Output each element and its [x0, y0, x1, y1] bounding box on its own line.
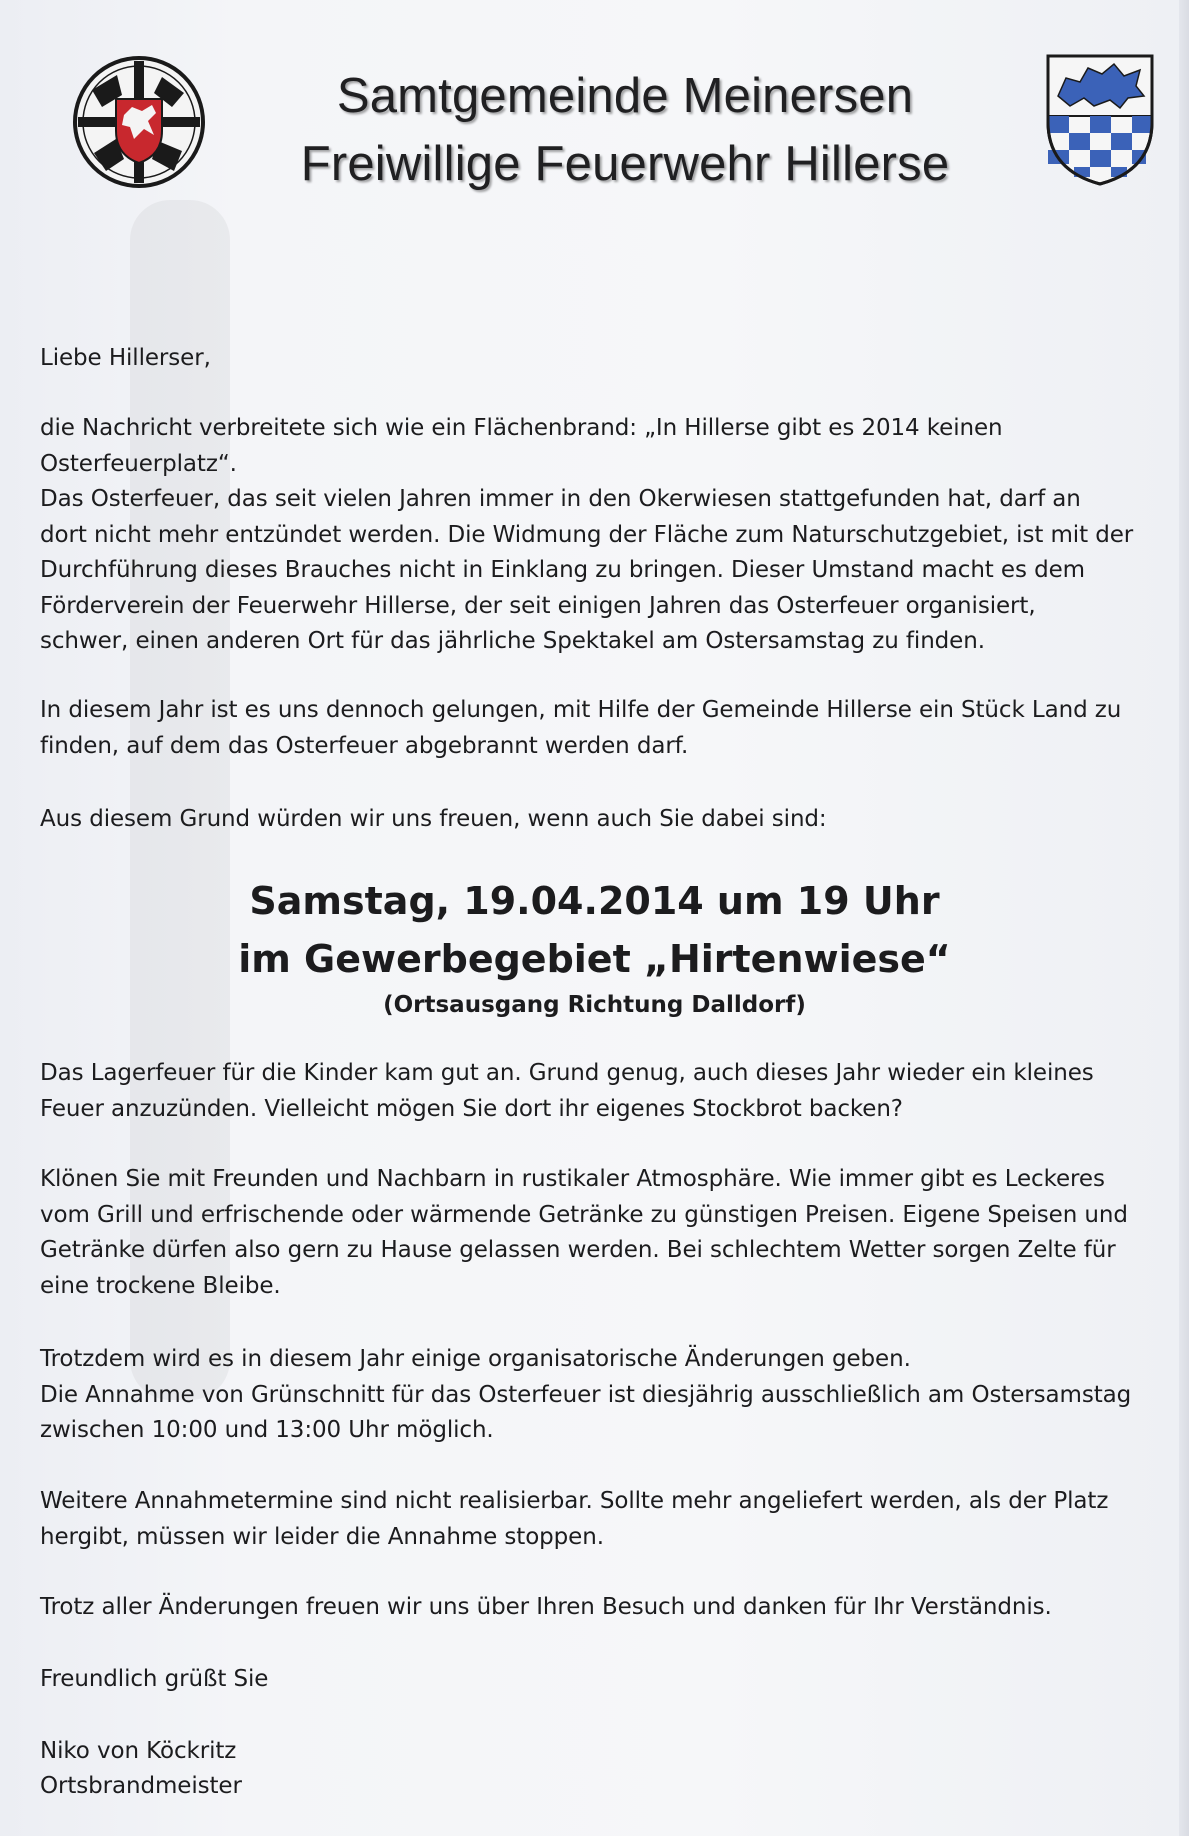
- paragraph-6: Trotzdem wird es in diesem Jahr einige organisatorische Änderungen geben. Die Annahme von Grünschnitt für das Osterfeuer ist diesjährig ausschließlich am Ostersamstag zwischen 10:00 und 13:00 Uhr möglich.: [40, 1346, 1132, 1443]
- paragraph-5: Klönen Sie mit Freunden und Nachbarn in rustikaler Atmosphäre. Wie immer gibt es Leckeres vom Grill und erfrischende oder wärmende Getränke zu günstigen Preisen. Eigene Speisen und Getränke dürfen also gern zu Hause gelassen werden. Bei schlechtem Wetter sorgen Zelte für eine trockene Bleibe.: [40, 1166, 1128, 1299]
- letterhead-line-2: Freiwillige Feuerwehr Hillerse: [300, 137, 950, 191]
- event-location: im Gewerbegebiet „Hirtenwiese“: [238, 937, 951, 981]
- paragraph-4: Das Lagerfeuer für die Kinder kam gut an. Grund genug, auch dieses Jahr wieder ein kleines Feuer anzuzünden. Vielleicht mögen Sie dort ihr eigenes Stockbrot backen?: [40, 1060, 1094, 1122]
- page-edge: [1179, 0, 1189, 1836]
- coat-of-arms-icon: [1044, 52, 1156, 188]
- fire-brigade-emblem-icon: [72, 55, 206, 189]
- paragraph-2: In diesem Jahr ist es uns dennoch gelungen, mit Hilfe der Gemeinde Hillerse ein Stück Land zu finden, auf dem das Osterfeuer abgebrannt werden darf.: [40, 697, 1122, 759]
- paragraph-1: die Nachricht verbreitete sich wie ein Flächenbrand: „In Hillerse gibt es 2014 keinen Osterfeuerplatz“. Das Osterfeuer, das seit vielen Jahren immer in den Okerwiesen stattgefunden hat, darf an dort nicht mehr entzündet werden. Die Widmung der Fläche zum Naturschutzgebiet, ist mit der Durchführung dieses Brauches nicht in Einklang zu bringen. Dieser Umstand macht es dem Förderverein der Feuerwehr Hillerse, der seit einigen Jahren das Osterfeuer organisiert, schwer, einen anderen Ort für das jährliche Spektakel am Ostersamstag zu finden.: [40, 415, 1134, 654]
- letterhead: [230, 62, 1020, 198]
- salutation: Liebe Hillerser,: [40, 345, 211, 371]
- paragraph-8: Trotz aller Änderungen freuen wir uns über Ihren Besuch und danken für Ihr Verständnis.: [40, 1594, 1052, 1620]
- letterhead-line-1: Samtgemeinde Meinersen: [336, 69, 914, 123]
- signature-title: Ortsbrandmeister: [40, 1773, 242, 1799]
- event-location-note: (Ortsausgang Richtung Dalldorf): [383, 992, 806, 1018]
- closing: Freundlich grüßt Sie: [40, 1666, 269, 1692]
- event-date: Samstag, 19.04.2014 um 19 Uhr: [249, 879, 940, 923]
- paragraph-3: Aus diesem Grund würden wir uns freuen, wenn auch Sie dabei sind:: [40, 806, 827, 832]
- paragraph-7: Weitere Annahmetermine sind nicht realisierbar. Sollte mehr angeliefert werden, als der Platz hergibt, müssen wir leider die Annahme stoppen.: [40, 1488, 1109, 1550]
- signature-name: Niko von Köckritz: [40, 1738, 237, 1764]
